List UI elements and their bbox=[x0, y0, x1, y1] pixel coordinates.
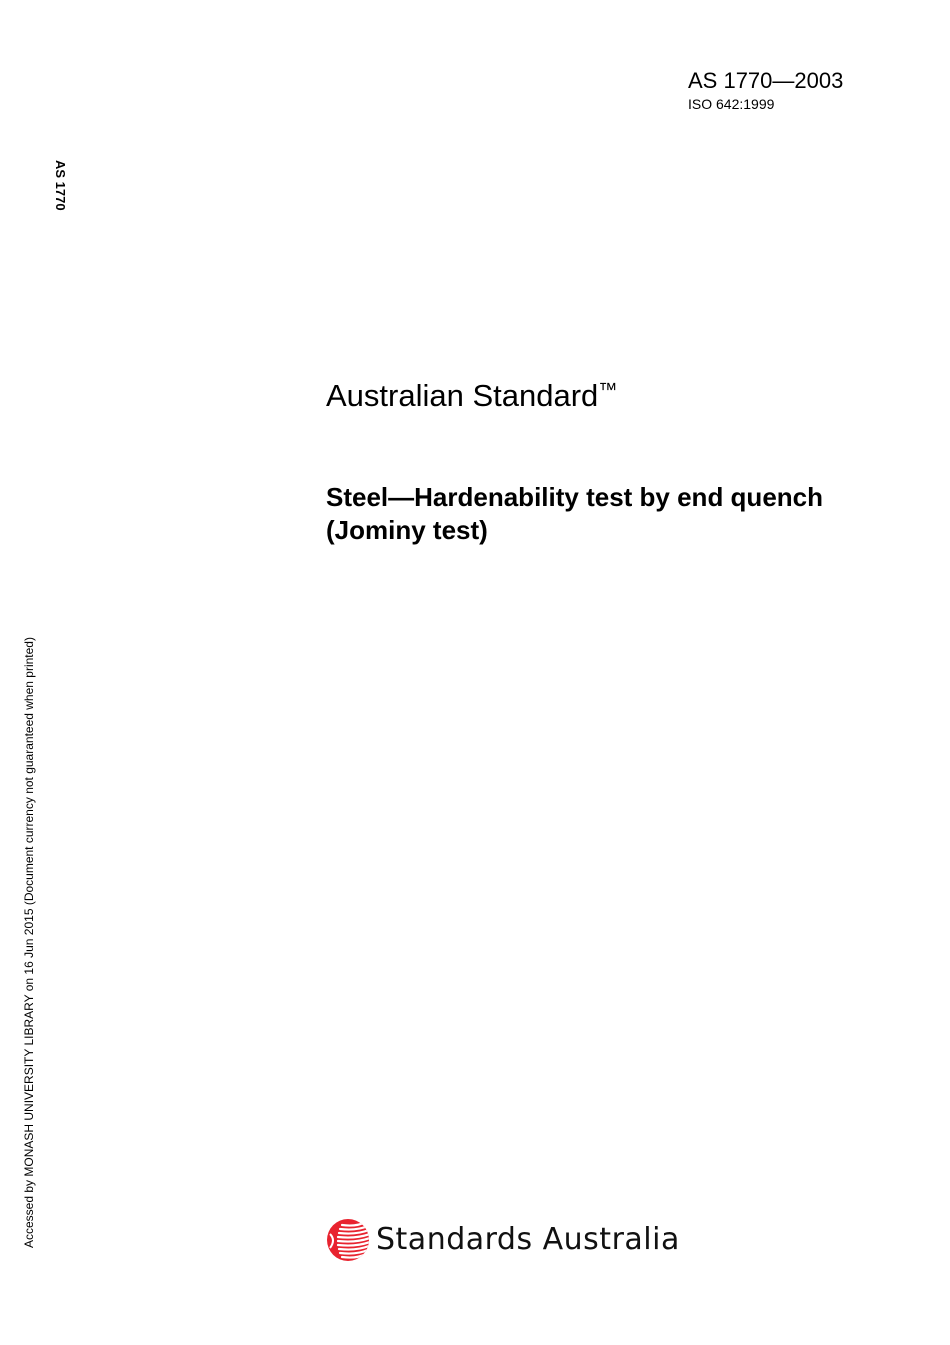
publisher-logo bbox=[326, 1218, 680, 1262]
spine-label: AS 1770 bbox=[53, 160, 68, 211]
document-title-line-1: Steel—Hardenability test by end quench bbox=[326, 482, 823, 512]
document-title bbox=[326, 481, 926, 547]
series-title bbox=[326, 377, 617, 415]
access-notice: Accessed by MONASH UNIVERSITY LIBRARY on 16 Jun 2015 (Document currency not guaranteed when printed) bbox=[22, 637, 36, 1248]
series-title-text: Australian Standard bbox=[326, 378, 599, 413]
publisher-name: Standards Australia bbox=[376, 1222, 680, 1257]
trademark-symbol: ™ bbox=[598, 380, 618, 401]
document-title-line-2: (Jominy test) bbox=[326, 515, 488, 545]
standards-australia-emblem-icon bbox=[326, 1218, 370, 1262]
iso-reference: ISO 642:1999 bbox=[688, 96, 775, 112]
document-number: AS 1770—2003 bbox=[688, 68, 844, 93]
